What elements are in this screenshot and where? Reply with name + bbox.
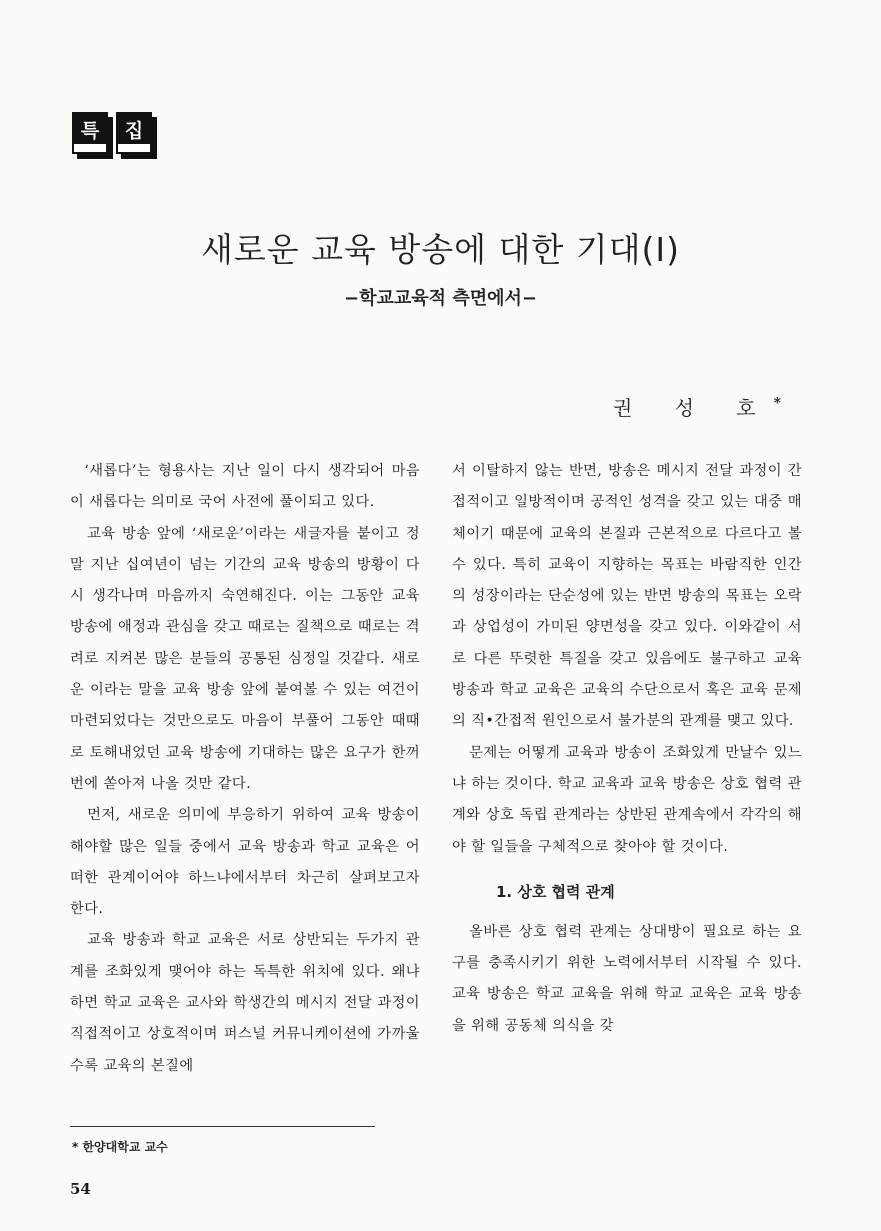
right-column <box>452 456 802 1042</box>
footnote-divider <box>70 1126 375 1127</box>
author-byline <box>613 392 781 421</box>
left-column <box>70 456 420 1082</box>
paragraph: 먼저, 새로운 의미에 부응하기 위하여 교육 방송이 해야할 많은 일들 중에서 교육 방송과 학교 교육은 어떠한 관계이어야 하느냐에서부터 차근히 살펴보고자 한다. <box>70 807 420 918</box>
badge-char-2: 집 <box>118 114 150 144</box>
page-number: 54 <box>70 1180 91 1198</box>
paragraph: 서 이탈하지 않는 반면, 방송은 메시지 전달 과정이 간접적이고 일방적이며 공적인 성격을 갖고 있는 대중 매체이기 때문에 교육의 본질과 근본적으로 다르다고 볼 수 있다. 특히 교육이 지향하는 목표는 바람직한 인간의 성장이라는 단순성에 있는 반면 방송의 목표는 오락과 상업성이 가미된 양면성을 갖고 있다. 이와같이 서로 다른 뚜렷한 특질을 갖고 있음에도 불구하고 교육 방송과 학교 교육은 교육의 수단으로서 혹은 교육 문제의 직•간접적 원인으로서 불가분의 관계를 맺고 있다. <box>452 463 802 730</box>
footnote: * 한양대학교 교수 <box>72 1140 168 1154</box>
section-badge <box>72 112 152 154</box>
paragraph: 교육 방송과 학교 교육은 서로 상반되는 두가지 관계를 조화있게 맺어야 하는 독특한 위치에 있다. 왜냐하면 학교 교육은 교사와 학생간의 메시지 전달 과정이 직접적이고 상호적이며 퍼스널 커뮤니케이션에 가까울수록 교육의 본질에 <box>70 932 420 1074</box>
paragraph: 문제는 어떻게 교육과 방송이 조화있게 만날수 있느냐 하는 것이다. 학교 교육과 교육 방송은 상호 협력 관계와 상호 독립 관계라는 상반된 관계속에서 각각의 해야 할 일들을 구체적으로 찾아야 할 것이다. <box>452 744 802 855</box>
author-footnote-mark: * <box>773 395 781 412</box>
badge-box-1 <box>72 112 108 154</box>
article-subtitle: −학교교육적 측면에서− <box>344 288 537 309</box>
paragraph: 올바른 상호 협력 관계는 상대방이 필요로 하는 요구를 충족시키기 위한 노력에서부터 시작될 수 있다. 교육 방송은 학교 교육을 위해 학교 교육은 교육 방송을 위해 공동체 의식을 갖 <box>452 923 802 1034</box>
paragraph: 교육 방송 앞에 ‘새로운’이라는 새글자를 붙이고 정말 지난 십여년이 넘는 기간의 교육 방송의 방황이 다시 생각나며 마음까지 숙연해진다. 이는 그동안 교육 방송에 애정과 관심을 갖고 때로는 질책으로 때로는 격려로 지켜본 많은 분들의 공통된 심정일 것같다. 새로운 이라는 말을 교육 방송 앞에 붙여볼 수 있는 여건이 마련되었다는 것만으로도 마음이 부풀어 그동안 때때로 토해내었던 교육 방송에 기대하는 많은 요구가 한꺼번에 쏟아져 나올 것만 같다. <box>70 525 420 792</box>
article-title: 새로운 교육 방송에 대한 기대(Ⅰ) <box>201 230 680 269</box>
badge-char-1: 특 <box>74 114 106 144</box>
section-heading: 1. 상호 협력 관계 <box>496 882 615 901</box>
badge-box-2 <box>116 112 152 154</box>
author-name: 권 성 호 <box>612 396 774 420</box>
paragraph: ‘새롭다’는 형용사는 지난 일이 다시 생각되어 마음이 새롭다는 의미로 국어 사전에 풀이되고 있다. <box>70 463 420 511</box>
